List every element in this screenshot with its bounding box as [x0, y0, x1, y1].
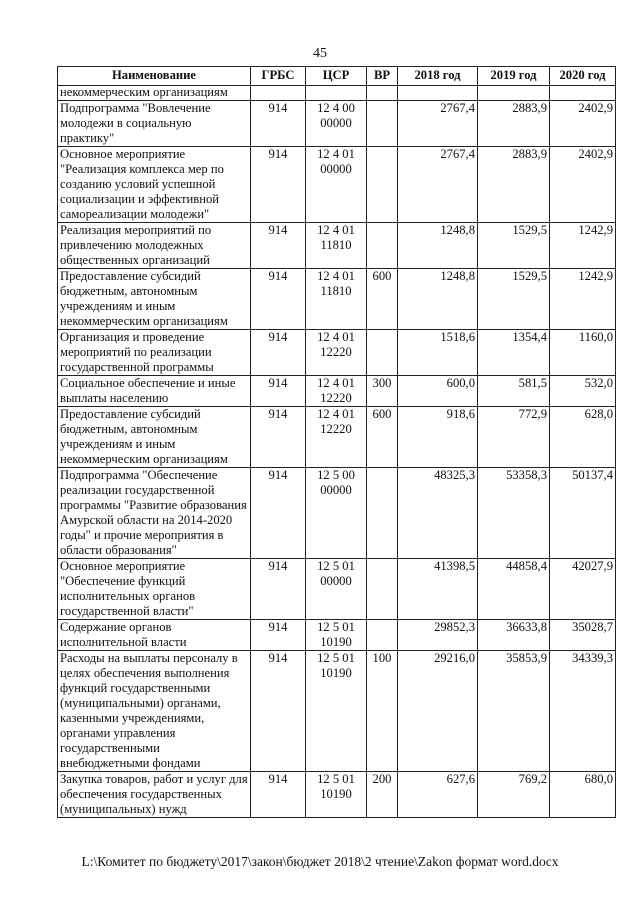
- cell-grbs: [251, 86, 306, 101]
- cell-2018: 1248,8: [398, 269, 478, 330]
- budget-table: [57, 66, 616, 818]
- cell-2018: 2767,4: [398, 101, 478, 147]
- cell-grbs: 914: [251, 651, 306, 772]
- cell-2020: 35028,7: [550, 620, 616, 651]
- header-csr: ЦСР: [306, 67, 367, 86]
- cell-2018: 29216,0: [398, 651, 478, 772]
- cell-2019: 44858,4: [478, 559, 550, 620]
- cell-2018: 41398,5: [398, 559, 478, 620]
- cell-2020: 532,0: [550, 376, 616, 407]
- cell-2018: [398, 86, 478, 101]
- cell-2018: 600,0: [398, 376, 478, 407]
- header-2018: 2018 год: [398, 67, 478, 86]
- table-row: [58, 269, 616, 330]
- cell-name: Предоставление субсидий бюджетным, автономным учреждениям и иным некоммерческим организациям: [58, 269, 251, 330]
- cell-name: Основное мероприятие "Реализация комплекса мер по созданию условий успешной социализации и эффективной самореализации молодежи": [58, 147, 251, 223]
- cell-csr: 12 5 01 10190: [306, 772, 367, 818]
- header-name: Наименование: [58, 67, 251, 86]
- cell-name: Социальное обеспечение и иные выплаты населению: [58, 376, 251, 407]
- table-row: [58, 86, 616, 101]
- cell-csr: 12 5 00 00000: [306, 468, 367, 559]
- cell-2019: 772,9: [478, 407, 550, 468]
- cell-grbs: 914: [251, 620, 306, 651]
- cell-csr: 12 5 01 00000: [306, 559, 367, 620]
- cell-2019: 35853,9: [478, 651, 550, 772]
- cell-csr: [306, 86, 367, 101]
- cell-2018: 627,6: [398, 772, 478, 818]
- cell-grbs: 914: [251, 269, 306, 330]
- table-row: [58, 407, 616, 468]
- cell-2020: 50137,4: [550, 468, 616, 559]
- page-number: 45: [313, 46, 327, 61]
- cell-2020: 34339,3: [550, 651, 616, 772]
- cell-2019: 2883,9: [478, 101, 550, 147]
- cell-csr: 12 4 01 11810: [306, 223, 367, 269]
- cell-2018: 918,6: [398, 407, 478, 468]
- cell-vr: 200: [367, 772, 398, 818]
- table-row: [58, 223, 616, 269]
- footer-file-path: L:\Комитет по бюджету\2017\закон\бюджет 2018\2 чтение\Zakon формат word.docx: [81, 854, 559, 869]
- table-row: [58, 101, 616, 147]
- cell-vr: [367, 223, 398, 269]
- cell-name: Организация и проведение мероприятий по реализации государственной программы: [58, 330, 251, 376]
- cell-grbs: 914: [251, 101, 306, 147]
- cell-name: Подпрограмма "Вовлечение молодежи в социальную практику": [58, 101, 251, 147]
- cell-vr: [367, 330, 398, 376]
- cell-grbs: 914: [251, 376, 306, 407]
- cell-2018: 1248,8: [398, 223, 478, 269]
- table-row: [58, 651, 616, 772]
- cell-2020: 2402,9: [550, 101, 616, 147]
- cell-2019: 581,5: [478, 376, 550, 407]
- cell-2019: 1529,5: [478, 223, 550, 269]
- cell-2019: [478, 86, 550, 101]
- cell-2019: 1354,4: [478, 330, 550, 376]
- cell-grbs: 914: [251, 559, 306, 620]
- cell-grbs: 914: [251, 772, 306, 818]
- table-row: [58, 147, 616, 223]
- cell-name: Расходы на выплаты персоналу в целях обеспечения выполнения функций государственными (муниципальными) органами, казенными учреждениями, органами управления государственными внебюджетными фондами: [58, 651, 251, 772]
- cell-csr: 12 5 01 10190: [306, 651, 367, 772]
- cell-grbs: 914: [251, 223, 306, 269]
- table-row: [58, 772, 616, 818]
- cell-vr: [367, 620, 398, 651]
- cell-2019: 53358,3: [478, 468, 550, 559]
- cell-grbs: 914: [251, 147, 306, 223]
- table-row: [58, 620, 616, 651]
- header-2019: 2019 год: [478, 67, 550, 86]
- cell-2018: 29852,3: [398, 620, 478, 651]
- cell-name: Подпрограмма "Обеспечение реализации государственной программы "Развитие образования Амурской области на 2014-2020 годы" и прочие мероприятия в области образования": [58, 468, 251, 559]
- cell-2018: 2767,4: [398, 147, 478, 223]
- table-row: [58, 559, 616, 620]
- cell-2020: 628,0: [550, 407, 616, 468]
- cell-vr: [367, 101, 398, 147]
- cell-csr: 12 4 00 00000: [306, 101, 367, 147]
- cell-name: Содержание органов исполнительной власти: [58, 620, 251, 651]
- cell-grbs: 914: [251, 468, 306, 559]
- table-header-row: [58, 67, 616, 86]
- table-row: [58, 376, 616, 407]
- cell-vr: [367, 86, 398, 101]
- cell-csr: 12 4 01 12220: [306, 330, 367, 376]
- cell-name: некоммерческим организациям: [58, 86, 251, 101]
- header-2020: 2020 год: [550, 67, 616, 86]
- cell-2020: [550, 86, 616, 101]
- cell-2019: 769,2: [478, 772, 550, 818]
- cell-name: Предоставление субсидий бюджетным, автономным учреждениям и иным некоммерческим организациям: [58, 407, 251, 468]
- cell-grbs: 914: [251, 407, 306, 468]
- cell-2020: 1242,9: [550, 223, 616, 269]
- cell-2019: 2883,9: [478, 147, 550, 223]
- cell-2018: 48325,3: [398, 468, 478, 559]
- cell-vr: [367, 147, 398, 223]
- cell-vr: [367, 468, 398, 559]
- cell-2019: 36633,8: [478, 620, 550, 651]
- cell-csr: 12 4 01 12220: [306, 376, 367, 407]
- cell-2018: 1518,6: [398, 330, 478, 376]
- cell-vr: 300: [367, 376, 398, 407]
- cell-2020: 1242,9: [550, 269, 616, 330]
- cell-csr: 12 4 01 12220: [306, 407, 367, 468]
- cell-csr: 12 4 01 11810: [306, 269, 367, 330]
- cell-vr: 600: [367, 407, 398, 468]
- cell-grbs: 914: [251, 330, 306, 376]
- cell-name: Основное мероприятие "Обеспечение функций исполнительных органов государственной власти": [58, 559, 251, 620]
- cell-2020: 42027,9: [550, 559, 616, 620]
- cell-vr: [367, 559, 398, 620]
- cell-2020: 2402,9: [550, 147, 616, 223]
- header-vr: ВР: [367, 67, 398, 86]
- header-grbs: ГРБС: [251, 67, 306, 86]
- table-row: [58, 330, 616, 376]
- cell-name: Закупка товаров, работ и услуг для обеспечения государственных (муниципальных) нужд: [58, 772, 251, 818]
- cell-2019: 1529,5: [478, 269, 550, 330]
- cell-vr: 600: [367, 269, 398, 330]
- cell-name: Реализация мероприятий по привлечению молодежных общественных организаций: [58, 223, 251, 269]
- cell-vr: 100: [367, 651, 398, 772]
- cell-2020: 1160,0: [550, 330, 616, 376]
- cell-2020: 680,0: [550, 772, 616, 818]
- table-row: [58, 468, 616, 559]
- cell-csr: 12 4 01 00000: [306, 147, 367, 223]
- cell-csr: 12 5 01 10190: [306, 620, 367, 651]
